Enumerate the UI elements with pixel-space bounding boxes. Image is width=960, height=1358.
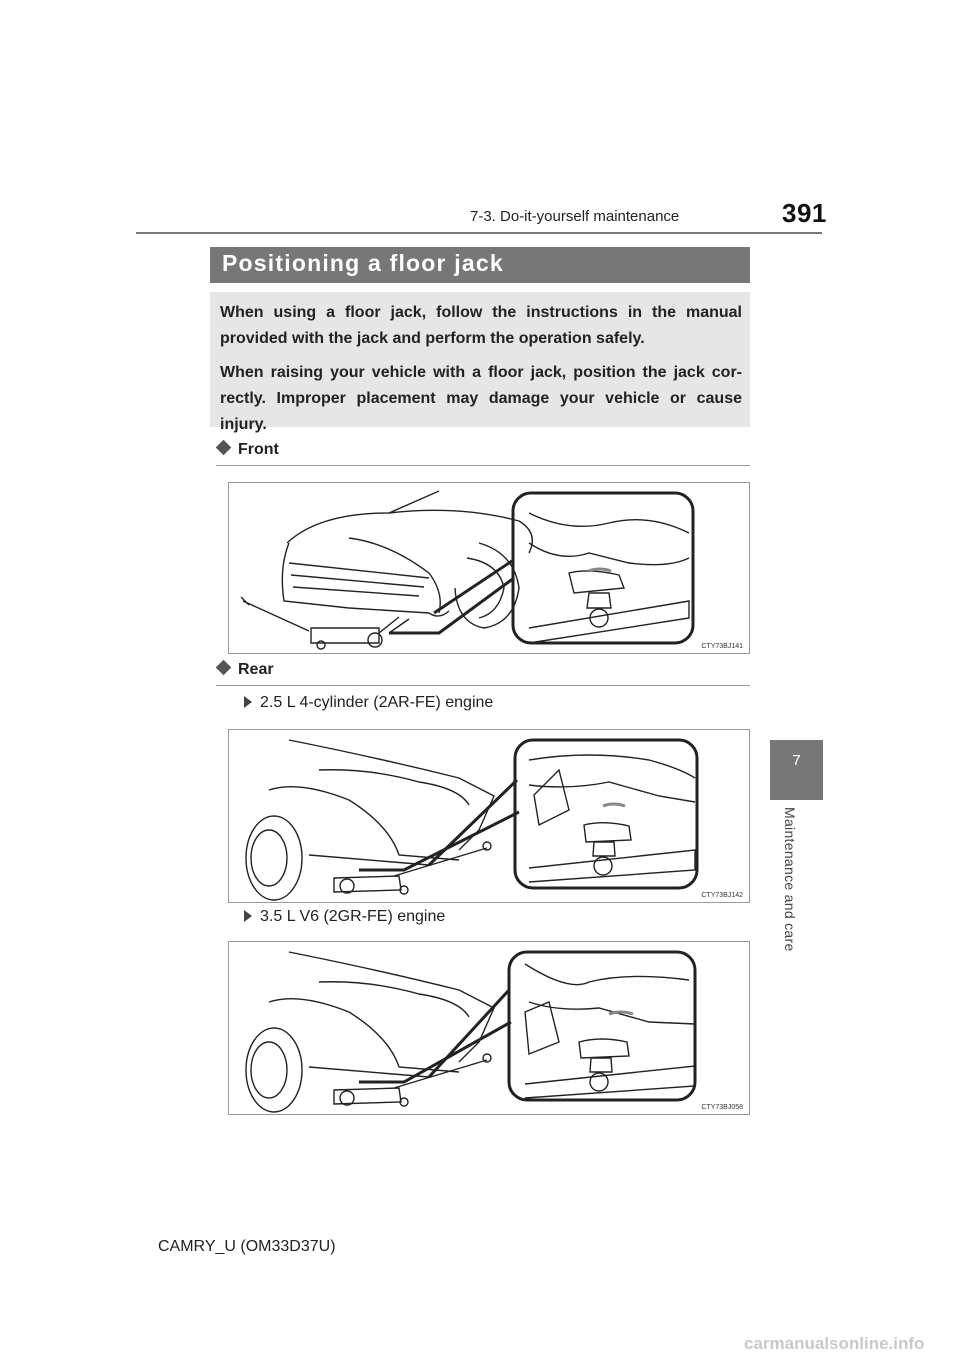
front-jack-drawing bbox=[229, 483, 749, 653]
subheading-front-label: Front bbox=[238, 441, 279, 458]
subheading-front bbox=[216, 441, 279, 459]
rear-2ar-drawing bbox=[229, 730, 749, 902]
front-jack-illustration bbox=[228, 482, 750, 654]
running-header-section: 7-3. Do-it-yourself maintenance bbox=[470, 208, 680, 225]
diamond-bullet-icon bbox=[216, 660, 232, 676]
rear-2gr-figure-code: CTY73BJ058 bbox=[701, 1104, 743, 1111]
subheading-rear-rule bbox=[216, 685, 750, 686]
rear-variant-1-label bbox=[244, 694, 493, 712]
watermark: carmanualsonline.info bbox=[744, 1334, 925, 1353]
page-number: 391 bbox=[782, 198, 827, 228]
rear-jack-illustration-2gr bbox=[228, 941, 750, 1115]
rear-2ar-figure-code: CTY73BJ142 bbox=[701, 892, 743, 899]
intro-paragraph-1: When using a floor jack, follow the instructions in the manual provided with the jack and perform the operation safely. bbox=[220, 304, 742, 347]
subheading-rear bbox=[216, 661, 274, 679]
triangle-bullet-icon bbox=[244, 910, 252, 922]
intro-box bbox=[210, 292, 750, 433]
subheading-rear-label: Rear bbox=[238, 661, 274, 678]
rear-variant-2-label bbox=[244, 908, 445, 926]
rear-2gr-drawing bbox=[229, 942, 749, 1114]
chapter-tab-number: 7 bbox=[792, 752, 801, 769]
rear-variant-1-text: 2.5 L 4-cylinder (2AR-FE) engine bbox=[260, 694, 494, 711]
footer-model: CAMRY_U (OM33D37U) bbox=[158, 1238, 336, 1255]
intro-paragraph-2: When raising your vehicle with a floor jack, position the jack cor-rectly. Improper placement may damage your vehicle or cause injury. bbox=[220, 364, 742, 433]
subheading-front-rule bbox=[216, 465, 750, 466]
chapter-tab bbox=[770, 740, 823, 800]
rear-jack-illustration-2ar bbox=[228, 729, 750, 903]
section-title: Positioning a floor jack bbox=[222, 250, 504, 276]
diamond-bullet-icon bbox=[216, 440, 232, 456]
front-figure-code: CTY73BJ141 bbox=[701, 643, 743, 650]
rear-variant-2-text: 3.5 L V6 (2GR-FE) engine bbox=[260, 908, 446, 925]
chapter-tab-title: Maintenance and care bbox=[782, 807, 798, 952]
header-divider bbox=[136, 232, 822, 234]
triangle-bullet-icon bbox=[244, 696, 252, 708]
